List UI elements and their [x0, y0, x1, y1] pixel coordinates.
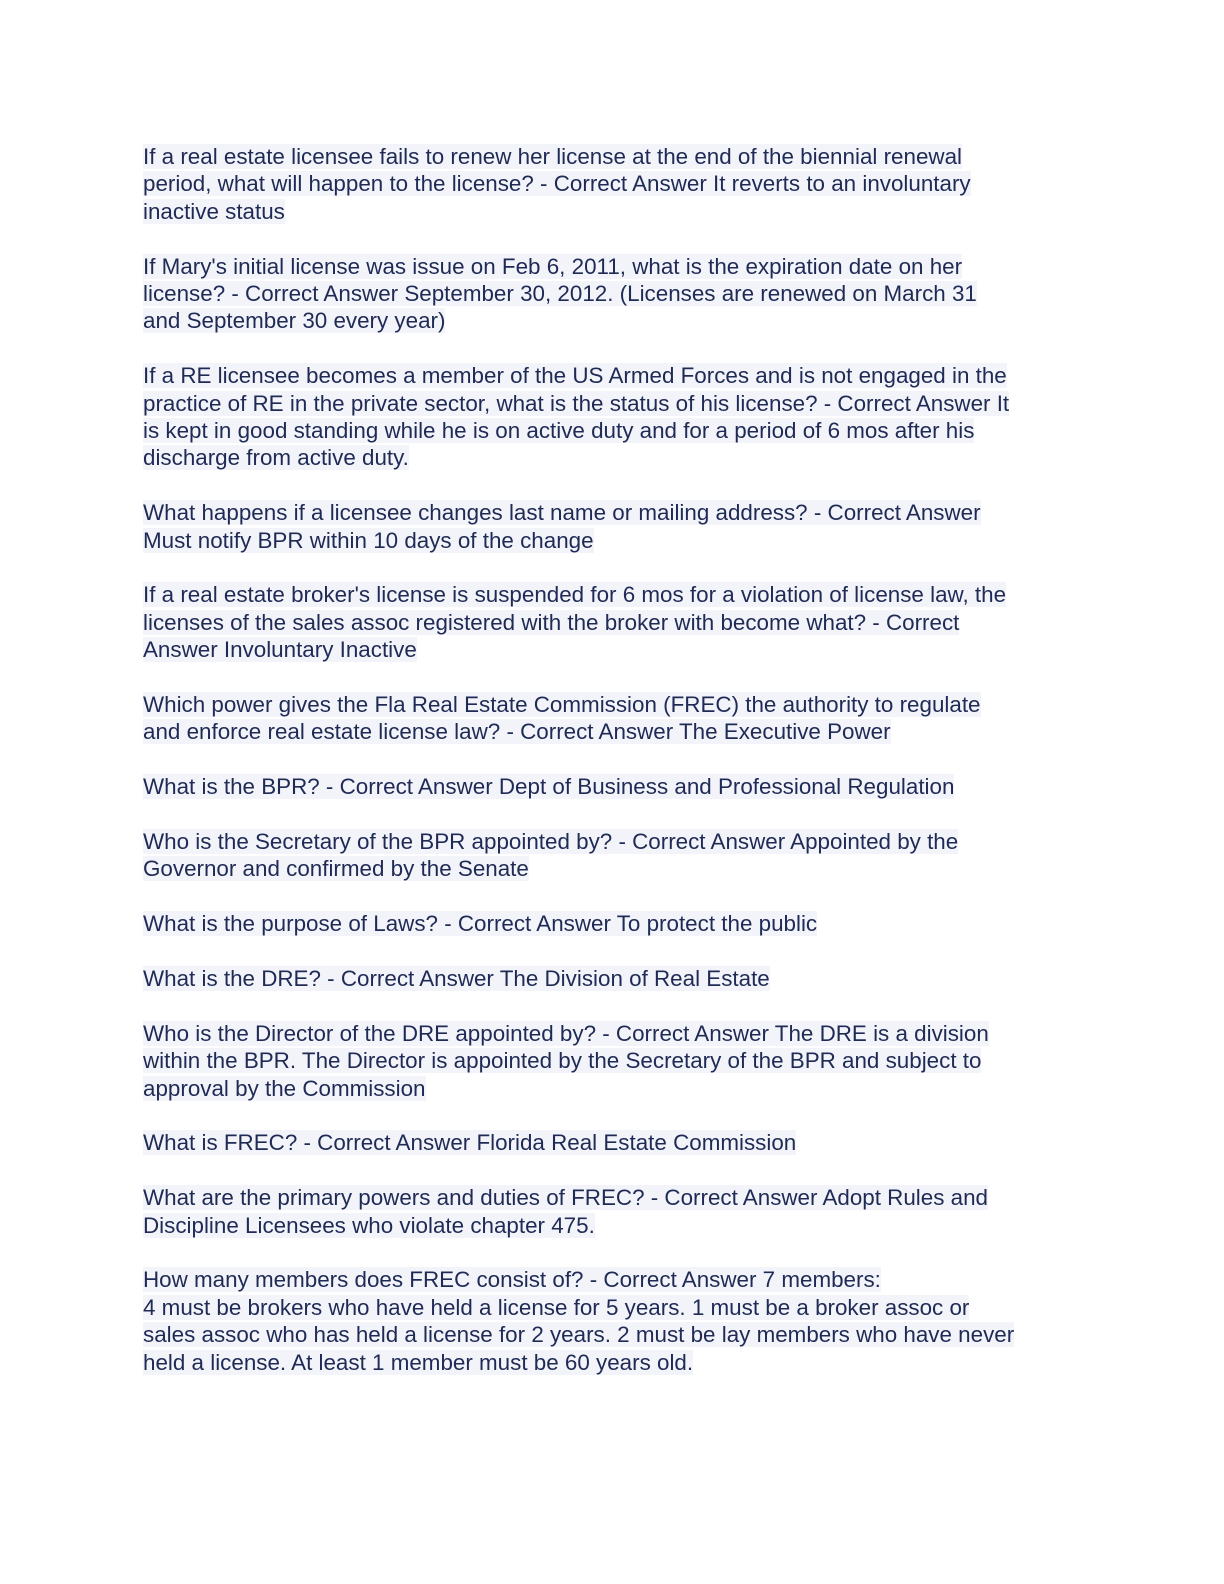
qa-text: What is FREC? - Correct Answer Florida Real Estate Commission — [143, 1130, 797, 1156]
qa-text: What is the purpose of Laws? - Correct Answer To protect the public — [143, 911, 818, 937]
qa-text: If Mary's initial license was issue on Feb 6, 2011, what is the expiration date on her license? - Correct Answer September 30, 2012. (Licenses are renewed on March 31 and September 30 every year) — [143, 253, 977, 334]
qa-entry-13 — [143, 1184, 1083, 1239]
qa-entry-14 — [143, 1266, 1083, 1376]
qa-entry-4 — [143, 499, 1083, 554]
qa-entry-10 — [143, 965, 1083, 992]
qa-entry-1 — [143, 143, 1083, 225]
qa-text: If a real estate broker's license is suspended for 6 mos for a violation of license law, the licenses of the sales assoc registered with the broker with become what? - Correct Answer Involuntary Inactive — [143, 582, 1007, 663]
qa-entry-11 — [143, 1020, 1083, 1102]
qa-entry-12 — [143, 1129, 1083, 1156]
qa-entry-9 — [143, 910, 1083, 937]
qa-entry-5 — [143, 581, 1083, 663]
qa-entry-3 — [143, 362, 1083, 472]
qa-entry-8 — [143, 828, 1083, 883]
qa-text: What is the BPR? - Correct Answer Dept of Business and Professional Regulation — [143, 774, 955, 800]
document-page — [143, 143, 1083, 1403]
qa-text: If a RE licensee becomes a member of the US Armed Forces and is not engaged in the practice of RE in the private sector, what is the status of his license? - Correct Answer It is kept in good standing while he is on active duty and for a period of 6 mos after his discharge from active duty. — [143, 363, 1010, 471]
qa-text: Which power gives the Fla Real Estate Commission (FREC) the authority to regulate and enforce real estate license law? - Correct Answer The Executive Power — [143, 692, 981, 745]
qa-text: Who is the Secretary of the BPR appointed by? - Correct Answer Appointed by the Governor and confirmed by the Senate — [143, 829, 959, 882]
qa-text: What is the DRE? - Correct Answer The Division of Real Estate — [143, 966, 770, 992]
qa-text: What are the primary powers and duties of FREC? - Correct Answer Adopt Rules and Discipline Licensees who violate chapter 475. — [143, 1185, 989, 1238]
qa-text: If a real estate licensee fails to renew her license at the end of the biennial renewal period, what will happen to the license? - Correct Answer It reverts to an involuntary inactive status — [143, 144, 971, 224]
qa-entry-2 — [143, 253, 1083, 335]
qa-entry-7 — [143, 773, 1083, 800]
qa-text: What happens if a licensee changes last name or mailing address? - Correct Answer Must notify BPR within 10 days of the change — [143, 500, 981, 553]
qa-text: How many members does FREC consist of? - Correct Answer 7 members: 4 must be brokers who have held a license for 5 years. 1 must be a broker assoc or sales assoc who has held a license for 2 years. 2 must be lay members who have never held a license. At least 1 member must be 60 years old. — [143, 1267, 1015, 1375]
qa-text: Who is the Director of the DRE appointed by? - Correct Answer The DRE is a division within the BPR. The Director is appointed by the Secretary of the BPR and subject to approval by the Commission — [143, 1020, 989, 1101]
qa-entry-6 — [143, 691, 1083, 746]
